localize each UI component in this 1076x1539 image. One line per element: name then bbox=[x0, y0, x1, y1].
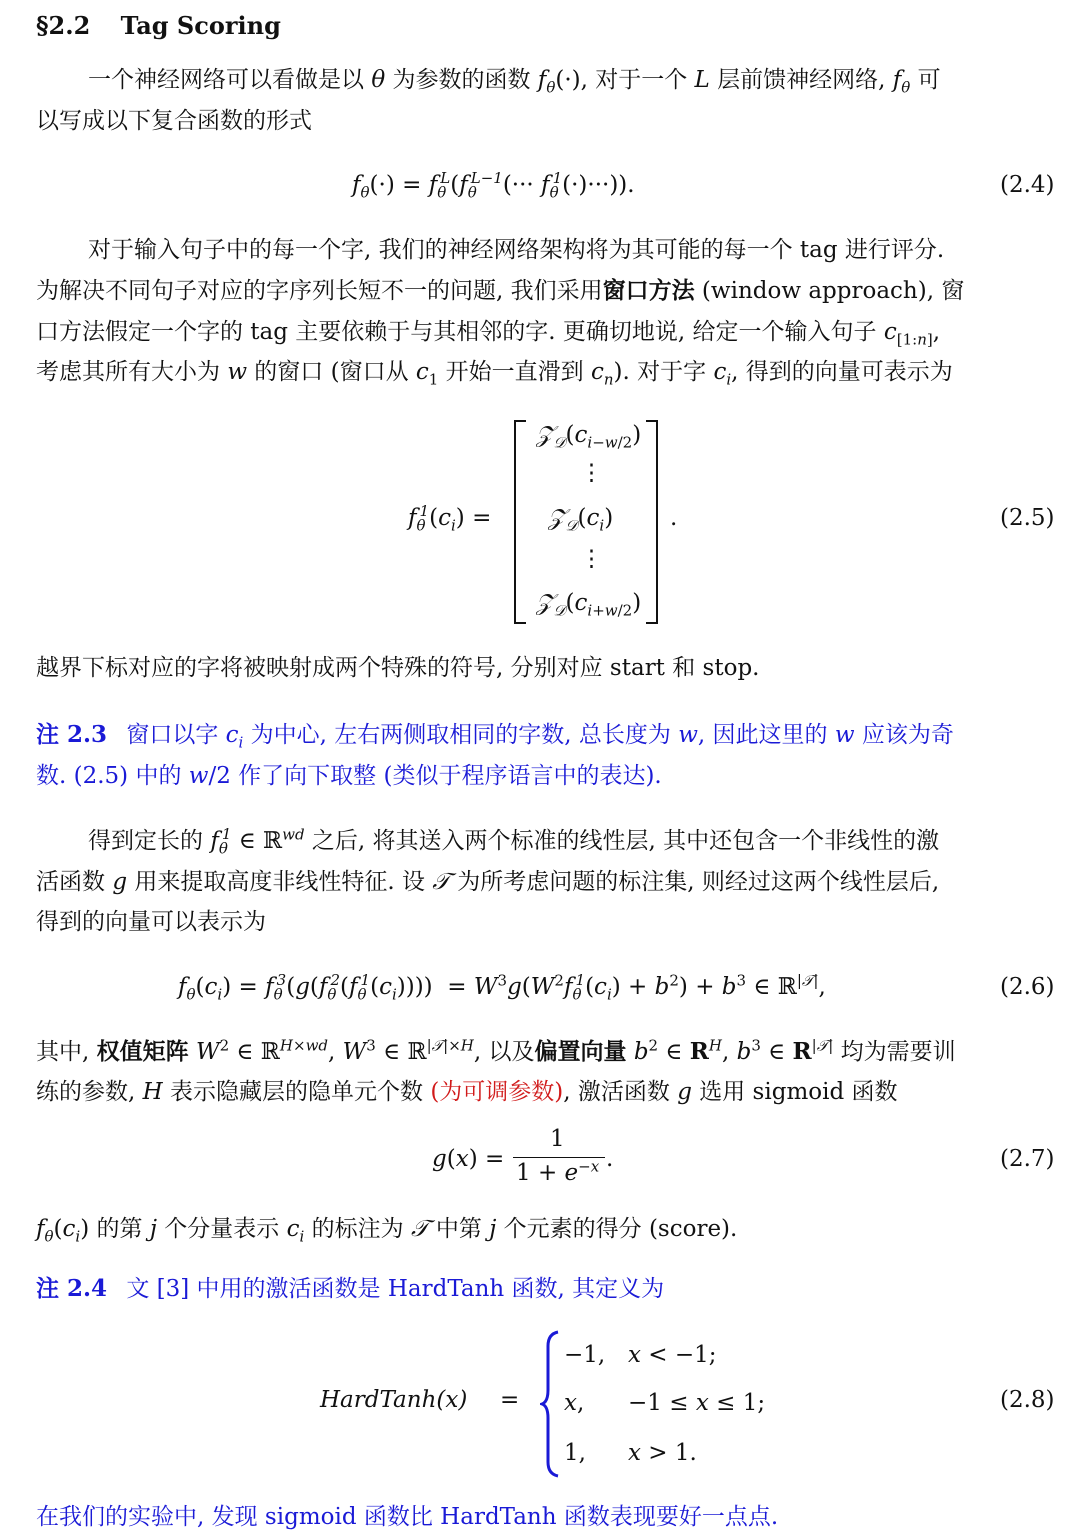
equation-2-7-numerator: 1 bbox=[550, 1126, 565, 1152]
equation-2-8-lhs: HardTanh(x) bbox=[320, 1387, 468, 1413]
matrix-right-bracket bbox=[646, 420, 658, 624]
matrix-row-5: $𝒵_𝒟(c_{i+w/2})$ bbox=[536, 590, 642, 620]
section-heading bbox=[36, 12, 281, 40]
p2-line2: 为解决不同句子对应的字序列长短不一的问题, 我们采用窗口方法 (window approach), 窗 bbox=[36, 277, 965, 304]
p5-line1: 其中, 权值矩阵 $W^2$ ∈ ℝ$^{H\times wd}$, $W^3$ ∈ ℝ$^{|𝒯|\times H}$, 以及偏置向量 $b^2$ ∈ $R^H$, $b^3$ ∈ $R^{|𝒯|}$ 均为需要训 bbox=[36, 1036, 956, 1065]
equation-2-8-equals: = bbox=[500, 1387, 520, 1413]
section-title: Tag Scoring bbox=[120, 11, 281, 40]
case-3-condition: x > 1. bbox=[628, 1440, 697, 1466]
p2-line3: 口方法假定一个字的 tag 主要依赖于与其相邻的字. 更确切地说, 给定一个输入句子 $c_{[1:n]}$, bbox=[36, 319, 941, 349]
equation-2-8-label: (2.8) bbox=[1000, 1387, 1055, 1413]
p4-line3: 得到的向量可以表示为 bbox=[36, 909, 266, 935]
p1-line2: 以写成以下复合函数的形式 bbox=[36, 108, 312, 134]
cases-brace bbox=[540, 1330, 562, 1478]
case-1-condition: x < −1; bbox=[628, 1342, 717, 1368]
p2-line1: 对于输入句子中的每一个字, 我们的神经网络架构将为其可能的每一个 tag 进行评分. bbox=[88, 237, 945, 263]
matrix-row-2: ⋮ bbox=[580, 460, 603, 486]
p3-line1: 越界下标对应的字将被映射成两个特殊的符号, 分别对应 start 和 stop. bbox=[36, 655, 760, 681]
equation-2-5-label: (2.5) bbox=[1000, 505, 1055, 531]
equation-2-4: $f_\theta(\cdot) = f_\theta^L(f_\theta^{L-1}(\cdot\cdot\cdot f_\theta^1(\cdot)\cdot\cdot\cdot))$. bbox=[352, 169, 635, 202]
p1-line1: 一个神经网络可以看做是以 θ 为参数的函数 $f_\theta(\cdot)$, 对于一个 L 层前馈神经网络, $f_\theta$ 可 bbox=[88, 67, 941, 97]
p2-line4: 考虑其所有大小为 w 的窗口 (窗口从 $c_1$ 开始一直滑到 $c_n$). 对于字 $c_i$, 得到的向量可表示为 bbox=[36, 359, 953, 389]
term-weight-matrix: 权值矩阵 bbox=[96, 1038, 189, 1065]
tunable-param-note: (为可调参数) bbox=[430, 1079, 564, 1105]
term-bias-vector: 偏置向量 bbox=[534, 1038, 627, 1065]
equation-2-6-label: (2.6) bbox=[1000, 974, 1055, 1000]
matrix-row-4: ⋮ bbox=[580, 546, 603, 572]
p4-line1: 得到定长的 $f_\theta^1$ ∈ ℝ$^{wd}$ 之后, 将其送入两个标准的线性层, 其中还包含一个非线性的激 bbox=[88, 825, 940, 858]
equation-2-7-end: . bbox=[606, 1146, 614, 1172]
p6-line1: $f_\theta(c_i)$ 的第 j 个分量表示 $c_i$ 的标注为 𝒯 中第 j 个元素的得分 (score). bbox=[36, 1216, 738, 1246]
matrix-period: . bbox=[670, 505, 678, 531]
case-2-value: x, bbox=[564, 1390, 585, 1416]
p4-line2: 活函数 g 用来提取高度非线性特征. 设 𝒯 为所考虑问题的标注集, 则经过这两个线性层后, bbox=[36, 869, 940, 895]
matrix-left-bracket bbox=[514, 420, 526, 624]
note-2-3-line1: 注 2.3 窗口以字 $c_i$ 为中心, 左右两侧取相同的字数, 总长度为 w, 因此这里的 w 应该为奇 bbox=[36, 721, 954, 752]
matrix-row-3: $𝒵_𝒟(c_i)$ bbox=[548, 505, 614, 535]
equation-2-7-lhs: g(x) = bbox=[432, 1146, 505, 1172]
final-line: 在我们的实验中, 发现 sigmoid 函数比 HardTanh 函数表现要好一点点. bbox=[36, 1504, 779, 1530]
equation-2-7-denominator: $1 + e^{-x}$ bbox=[516, 1157, 600, 1186]
term-window-method: 窗口方法 bbox=[602, 277, 695, 304]
note-2-4-line1: 注 2.4 文 [3] 中用的激活函数是 HardTanh 函数, 其定义为 bbox=[36, 1275, 665, 1302]
note-2-3-head: 注 2.3 bbox=[36, 721, 108, 748]
case-1-value: −1, bbox=[564, 1342, 606, 1368]
equation-2-7-label: (2.7) bbox=[1000, 1146, 1055, 1172]
case-3-value: 1, bbox=[564, 1440, 586, 1466]
p5-line2: 练的参数, H 表示隐藏层的隐单元个数 (为可调参数), 激活函数 g 选用 sigmoid 函数 bbox=[36, 1079, 898, 1105]
equation-2-5-lhs: $f_\theta^1(c_i)$ = bbox=[408, 502, 492, 535]
note-2-3-line2: 数. (2.5) 中的 w/2 作了向下取整 (类似于程序语言中的表达). bbox=[36, 763, 662, 789]
matrix-row-1: $𝒵_𝒟(c_{i-w/2})$ bbox=[536, 422, 642, 452]
equation-2-6: $f_\theta(c_i) = f_\theta^3(g(f_\theta^2(f_\theta^1(c_i)))) = W^3g(W^2f_\theta^1(c_i) + b^2) + b^3$ ∈ ℝ$^{|𝒯|}$, bbox=[178, 971, 826, 1004]
case-2-condition: −1 ≤ x ≤ 1; bbox=[628, 1390, 766, 1416]
equation-2-4-label: (2.4) bbox=[1000, 172, 1055, 198]
note-2-4-head: 注 2.4 bbox=[36, 1275, 108, 1302]
section-number: §2.2 bbox=[36, 11, 91, 40]
